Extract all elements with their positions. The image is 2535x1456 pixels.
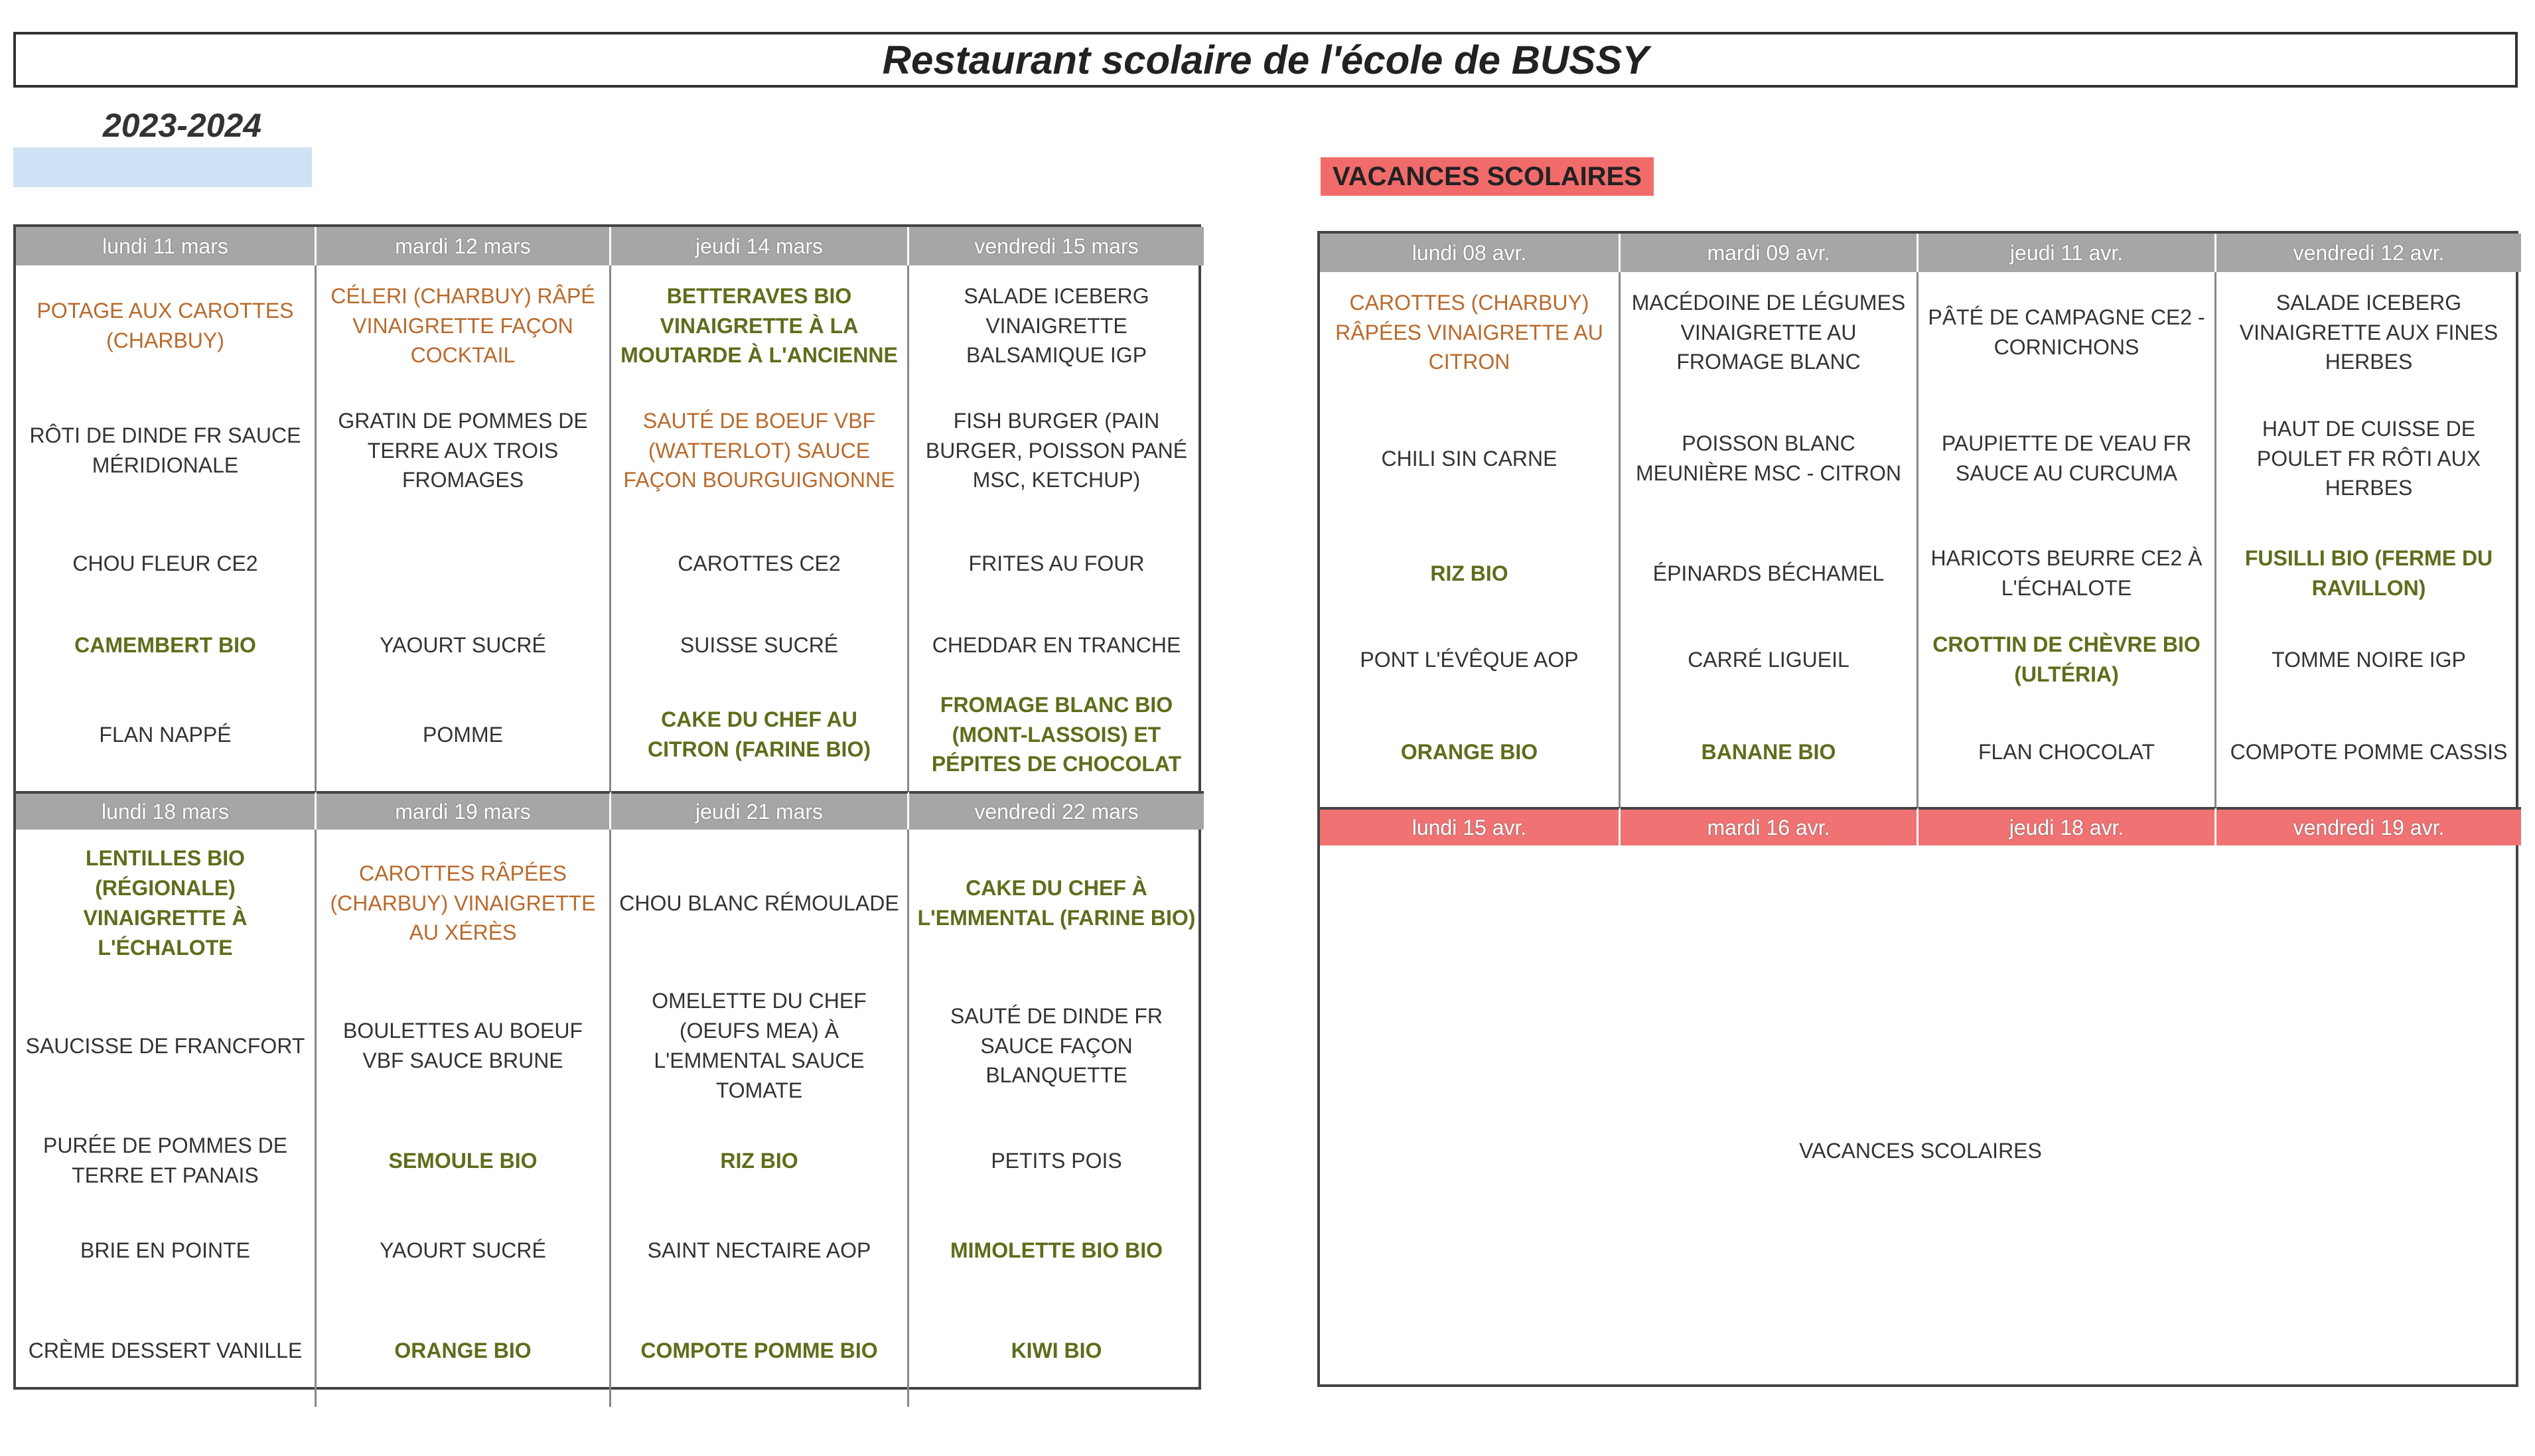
menu-dish: CAROTTES CE2 — [611, 515, 909, 612]
vacation-day-header: lundi 15 avr. — [1320, 807, 1621, 845]
menu-dish: CHEDDAR EN TRANCHE — [932, 632, 1181, 657]
menu-dish: CRÈME DESSERT VANILLE — [16, 1294, 317, 1407]
menu-dish: BOULETTES AU BOEUF VBF SAUCE BRUNE — [317, 977, 611, 1115]
day-header: vendredi 12 avr. — [2216, 234, 2521, 272]
menu-dish: CARRÉ LIGUEIL — [1621, 622, 1919, 697]
menu-dish: SALADE ICEBERG VINAIGRETTE BALSAMIQUE IGP — [964, 283, 1149, 368]
menu-dish: COMPOTE POMME CASSIS — [2230, 739, 2508, 764]
menu-dish: HAUT DE CUISSE DE POULET FR RÔTI AUX HERBES — [2256, 416, 2481, 500]
school-year: 2023-2024 — [103, 107, 262, 144]
menu-dish: ORANGE BIO — [317, 1294, 611, 1407]
highlight-patch — [13, 147, 312, 187]
menu-dish: GRATIN DE POMMES DE TERRE AUX TROIS FROMAGES — [317, 386, 611, 515]
menu-dish: BETTERAVES BIO VINAIGRETTE À LA MOUTARDE À L'ANCIENNE — [611, 265, 909, 386]
menu-dish: PAUPIETTE DE VEAU FR SAUCE AU CURCUMA — [1919, 393, 2216, 524]
menu-dish: CÉLERI (CHARBUY) RÂPÉ VINAIGRETTE FAÇON COCKTAIL — [317, 265, 611, 386]
menu-dish: PONT L'ÉVÊQUE AOP — [1320, 622, 1621, 697]
menu-dish: POTAGE AUX CAROTTES (CHARBUY) — [16, 265, 317, 386]
menu-dish: BANANE BIO — [1621, 697, 1919, 807]
menu-dish: SAINT NECTAIRE AOP — [611, 1206, 909, 1294]
menu-dish: OMELETTE DU CHEF (OEUFS MEA) À L'EMMENTAL SAUCE TOMATE — [611, 977, 909, 1115]
day-header: vendredi 22 mars — [909, 791, 1204, 830]
menu-dish: FLAN NAPPÉ — [16, 678, 317, 791]
vacation-tag: VACANCES SCOLAIRES — [1321, 157, 1654, 196]
menu-dish — [317, 515, 611, 612]
menu-dish: SAUTÉ DE DINDE FR SAUCE FAÇON BLANQUETTE — [950, 1003, 1163, 1088]
menu-dish: FROMAGE BLANC BIO (MONT-LASSOIS) ET PÉPITES DE CHOCOLAT — [931, 692, 1182, 776]
menu-dish: FISH BURGER (PAIN BURGER, POISSON PANÉ MSC, KETCHUP) — [925, 408, 1188, 492]
menu-dish: BRIE EN POINTE — [16, 1206, 317, 1294]
menu-dish: PETITS POIS — [991, 1148, 1122, 1173]
menu-dish: ÉPINARDS BÉCHAMEL — [1621, 524, 1919, 622]
menu-dish: CHOU FLEUR CE2 — [16, 515, 317, 612]
vacation-day-header: mardi 16 avr. — [1621, 807, 1919, 845]
day-header: mardi 12 mars — [317, 227, 611, 265]
menu-dish: KIWI BIO — [1011, 1338, 1102, 1362]
menu-dish: TOMME NOIRE IGP — [2272, 647, 2466, 672]
menu-dish: CROTTIN DE CHÈVRE BIO (ULTÉRIA) — [1919, 622, 2216, 697]
menu-dish: COMPOTE POMME BIO — [611, 1294, 909, 1407]
menu-dish: CHOU BLANC RÉMOULADE — [611, 830, 909, 977]
menu-dish: YAOURT SUCRÉ — [317, 612, 611, 678]
title-banner — [13, 32, 2518, 88]
menu-dish: CHILI SIN CARNE — [1320, 393, 1621, 524]
menu-dish: FRITES AU FOUR — [968, 551, 1145, 575]
menu-grid-april — [1317, 231, 2518, 1387]
menu-dish: POISSON BLANC MEUNIÈRE MSC - CITRON — [1621, 393, 1919, 524]
menu-dish: FUSILLI BIO (FERME DU RAVILLON) — [2244, 546, 2493, 600]
menu-dish: PÂTÉ DE CAMPAGNE CE2 - CORNICHONS — [1919, 272, 2216, 393]
menu-dish: RIZ BIO — [611, 1115, 909, 1206]
day-header: lundi 11 mars — [16, 227, 317, 265]
menu-dish: CAMEMBERT BIO — [16, 612, 317, 678]
day-header: jeudi 11 avr. — [1919, 234, 2216, 272]
menu-dish: SALADE ICEBERG VINAIGRETTE AUX FINES HERBES — [2239, 290, 2499, 374]
menu-dish: SAUCISSE DE FRANCFORT — [16, 977, 317, 1115]
vacation-label: VACANCES SCOLAIRES — [1799, 1138, 2042, 1163]
menu-dish: CAKE DU CHEF À L'EMMENTAL (FARINE BIO) — [917, 876, 1196, 930]
menu-dish: RIZ BIO — [1320, 524, 1621, 622]
day-header: lundi 18 mars — [16, 791, 317, 830]
menu-dish: POMME — [317, 678, 611, 791]
day-header: jeudi 14 mars — [611, 227, 909, 265]
menu-dish: RÔTI DE DINDE FR SAUCE MÉRIDIONALE — [16, 386, 317, 515]
menu-dish: MIMOLETTE BIO BIO — [950, 1238, 1163, 1262]
day-header: vendredi 15 mars — [909, 227, 1204, 265]
menu-dish: YAOURT SUCRÉ — [317, 1206, 611, 1294]
menu-dish: HARICOTS BEURRE CE2 À L'ÉCHALOTE — [1919, 524, 2216, 622]
menu-dish: PURÉE DE POMMES DE TERRE ET PANAIS — [16, 1115, 317, 1206]
menu-dish: FLAN CHOCOLAT — [1919, 697, 2216, 807]
menu-dish: LENTILLES BIO (RÉGIONALE) VINAIGRETTE À L'ÉCHALOTE — [16, 830, 317, 977]
menu-grid-march — [13, 224, 1201, 1390]
menu-dish: SAUTÉ DE BOEUF VBF (WATTERLOT) SAUCE FAÇON BOURGUIGNONNE — [611, 386, 909, 515]
menu-dish: ORANGE BIO — [1320, 697, 1621, 807]
day-header: lundi 08 avr. — [1320, 234, 1621, 272]
vacation-day-header: jeudi 18 avr. — [1919, 807, 2216, 845]
day-header: jeudi 21 mars — [611, 791, 909, 830]
menu-dish: CAKE DU CHEF AU CITRON (FARINE BIO) — [611, 678, 909, 791]
menu-dish: CAROTTES (CHARBUY) RÂPÉES VINAIGRETTE AU CITRON — [1320, 272, 1621, 393]
day-header: mardi 19 mars — [317, 791, 611, 830]
menu-dish: SEMOULE BIO — [317, 1115, 611, 1206]
day-header: mardi 09 avr. — [1621, 234, 1919, 272]
page-title: Restaurant scolaire de l'école de BUSSY — [882, 37, 1649, 82]
menu-dish: SUISSE SUCRÉ — [611, 612, 909, 678]
menu-dish: CAROTTES RÂPÉES (CHARBUY) VINAIGRETTE AU XÉRÈS — [317, 830, 611, 977]
menu-dish: MACÉDOINE DE LÉGUMES VINAIGRETTE AU FROMAGE BLANC — [1621, 272, 1919, 393]
vacation-day-header: vendredi 19 avr. — [2216, 807, 2521, 845]
